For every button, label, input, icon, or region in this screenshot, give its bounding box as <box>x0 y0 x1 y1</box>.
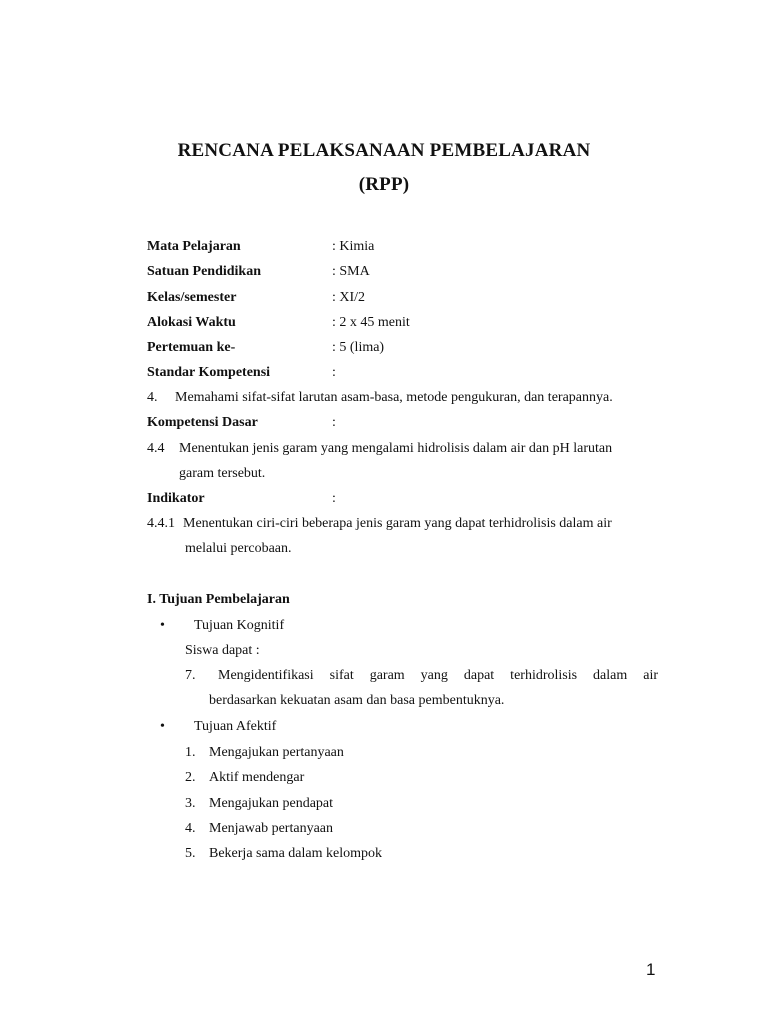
afektif-item: Aktif mendengar <box>209 770 305 785</box>
ind-text-line2: melalui percobaan. <box>185 541 292 556</box>
kog-number: 7. <box>185 668 196 683</box>
kd-text-line2: garam tersebut. <box>179 466 266 481</box>
bullet-icon: • <box>160 618 165 633</box>
bullet-icon: • <box>160 719 165 734</box>
kd-label: Kompetensi Dasar <box>147 415 258 430</box>
info-value: : Kimia <box>332 239 375 254</box>
afektif-number: 5. <box>185 846 196 861</box>
afektif-number: 2. <box>185 770 196 785</box>
info-value: : SMA <box>332 264 370 279</box>
afektif-number: 1. <box>185 745 196 760</box>
info-label: Kelas/semester <box>147 290 237 305</box>
page-number: 1 <box>646 960 656 979</box>
info-label: Mata Pelajaran <box>147 239 241 254</box>
info-label: Satuan Pendidikan <box>147 264 261 279</box>
doc-title: RENCANA PELAKSANAAN PEMBELAJARAN <box>177 140 591 161</box>
kd-colon: : <box>332 415 336 430</box>
ind-number: 4.4.1 <box>147 516 175 531</box>
afektif-number: 4. <box>185 821 196 836</box>
indikator-label: Indikator <box>147 491 205 506</box>
indikator-colon: : <box>332 491 336 506</box>
info-value: : <box>332 365 336 380</box>
info-label: Alokasi Waktu <box>147 315 236 330</box>
kd-number: 4.4 <box>147 441 165 456</box>
sk-number: 4. <box>147 390 158 405</box>
section-title: I. Tujuan Pembelajaran <box>147 592 290 607</box>
info-value: : XI/2 <box>332 290 366 305</box>
info-label: Standar Kompetensi <box>147 365 271 380</box>
siswa-dapat: Siswa dapat : <box>185 643 260 658</box>
info-label: Pertemuan ke- <box>147 340 236 355</box>
doc-subtitle: (RPP) <box>358 174 410 195</box>
afektif-number: 3. <box>185 796 196 811</box>
info-value: : 5 (lima) <box>332 340 385 355</box>
kd-text-line1: Menentukan jenis garam yang mengalami hidrolisis dalam air dan pH larutan <box>179 441 613 456</box>
kognitif-title: Tujuan Kognitif <box>194 618 285 633</box>
ind-text-line1: Menentukan ciri-ciri beberapa jenis garam yang dapat terhidrolisis dalam air <box>183 516 612 531</box>
afektif-item: Mengajukan pendapat <box>209 796 334 811</box>
afektif-item: Bekerja sama dalam kelompok <box>209 846 382 861</box>
afektif-item: Mengajukan pertanyaan <box>209 745 344 760</box>
sk-text: Memahami sifat-sifat larutan asam-basa, metode pengukuran, dan terapannya. <box>175 390 613 405</box>
info-value: : 2 x 45 menit <box>332 315 410 330</box>
kog-text-line1: Mengidentifikasi sifat garam yang dapat terhidrolisis dalam air <box>218 668 658 683</box>
afektif-title: Tujuan Afektif <box>194 719 277 734</box>
kog-text-line2: berdasarkan kekuatan asam dan basa pembentuknya. <box>209 693 505 708</box>
afektif-item: Menjawab pertanyaan <box>209 821 333 836</box>
